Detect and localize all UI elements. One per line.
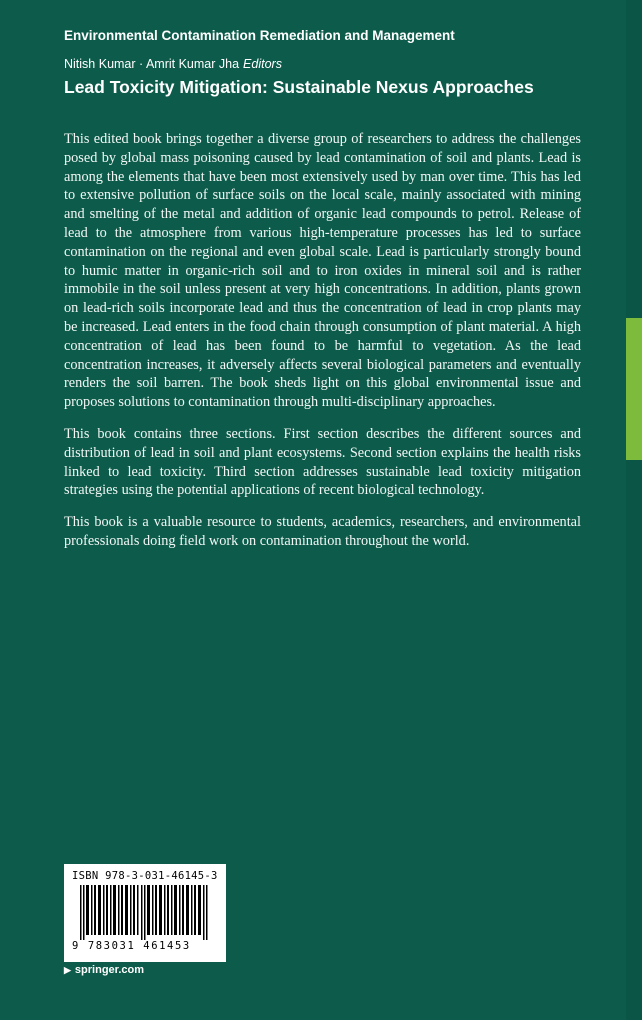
back-cover-blurb [64,130,581,564]
triangle-right-icon: ▶ [64,964,71,975]
blurb-paragraph: This edited book brings together a diverse group of researchers to address the challenges posed by global mass poisoning caused by lead contamination of soil and plants. Lead is among the elements that have been most extensively used by man over time. This has led to extensive pollution of surface soils on the local scale, mainly associated with mining and smelting of the metal and addition of organic lead compounds to petrol. Release of lead to the atmosphere from various high-temperature processes has led to surface contamination on the regional and even global scale. Lead is particularly strongly bound to humic matter in organic-rich soil and to iron oxides in mineral soil and is rather immobile in the soil unless present at very high concentrations. In addition, plants grown on lead-rich soils incorporate lead and thus the concentration of lead in crop plants may be increased. Lead enters in the food chain through consumption of plant material. A high concentration of lead has been found to be harmful to vegetation. As the lead concentration increases, it adversely affects several biological parameters and eventually renders the soil barren. The book sheds light on this global environmental issue and proposes solutions to contamination through multi-disciplinary approaches. [64,131,581,411]
isbn-text: ISBN 978-3-031-46145-3 [72,870,218,882]
barcode-bars [72,885,218,940]
blurb-paragraph: This book is a valuable resource to students, academics, researchers, and environmental professionals doing field work on contamination throughout the world. [64,514,581,549]
side-strip [626,0,642,1020]
blurb-paragraph: This book contains three sections. First section describes the different sources and distribution of lead in soil and plant ecosystems. Second section explains the health risks linked to lead toxicity. Third section addresses sustainable lead toxicity mitigation strategies using the potential applications of recent biological technology. [64,425,581,499]
book-title: Lead Toxicity Mitigation: Sustainable Nexus Approaches [64,77,534,97]
series-title: Environmental Contamination Remediation and Management [64,28,455,43]
side-accent-bar [626,318,642,460]
publisher-link[interactable] [64,964,144,976]
barcode-digits: 9 783031 461453 [72,940,191,952]
publisher-url: springer.com [74,964,144,976]
editors-role: Editors [243,57,282,71]
editor-names: Nitish Kumar · Amrit Kumar Jha [64,57,240,71]
editors-line [64,57,282,71]
barcode-box [64,864,226,962]
